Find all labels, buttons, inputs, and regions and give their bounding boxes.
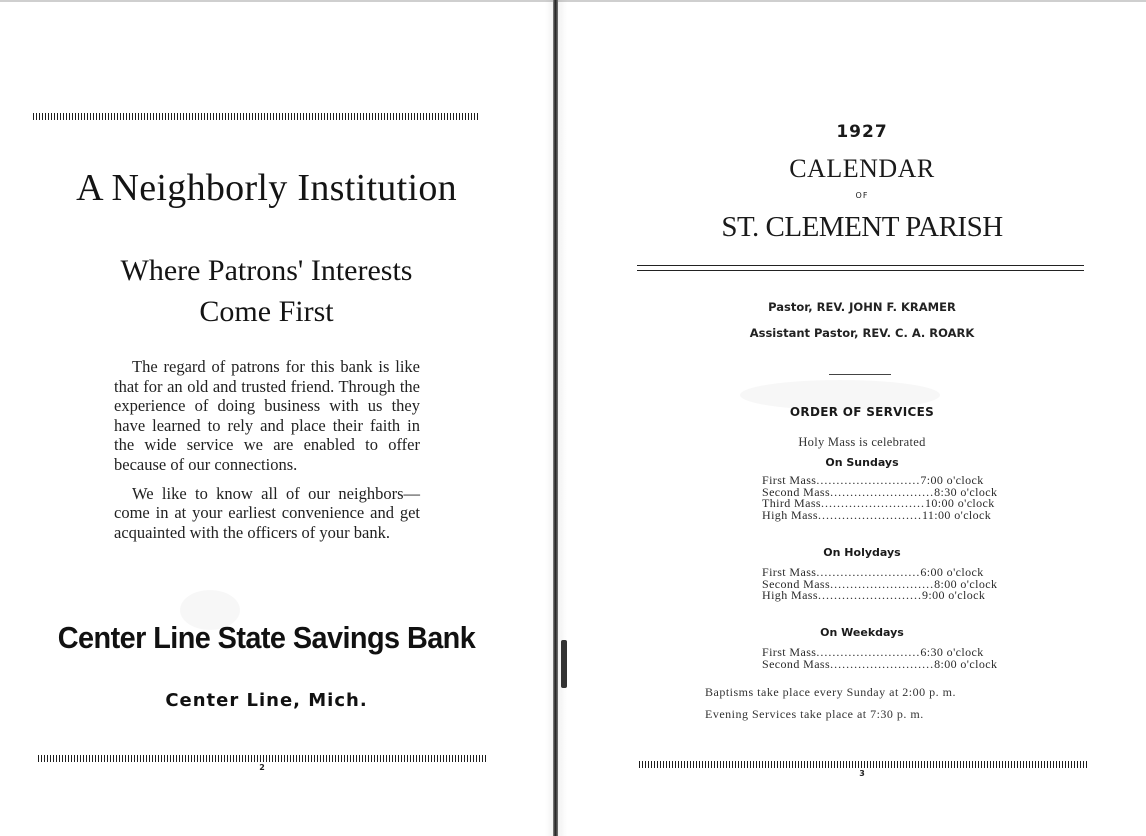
mass-time: 10:00 o'clock	[925, 496, 995, 511]
mass-time: 6:00 o'clock	[920, 565, 984, 579]
calendar-of: OF	[855, 191, 869, 200]
bank-location: Center Line, Mich.	[165, 690, 368, 711]
bank-name: Center Line State Savings Bank	[57, 620, 476, 655]
calendar-year: 1927	[836, 122, 888, 142]
calendar-title: CALENDAR	[789, 154, 935, 183]
ad-title: A Neighborly Institution	[76, 167, 457, 209]
ad-body	[114, 357, 420, 551]
mass-label: Second Mass	[762, 484, 831, 499]
ad-subtitle-line1: Where Patrons' Interests	[120, 254, 413, 287]
ad-paragraph-2: We like to know all of our neighbors—come in at your earliest convenience and get acquainted with the officers of your bank.	[114, 483, 420, 542]
paper-smudge	[740, 380, 940, 410]
leader-dots: ..........................	[817, 588, 922, 603]
leader-dots: ..........................	[830, 656, 935, 671]
ad-paragraph-1: The regard of patrons for this bank is like that for an old and trusted friend. Through the experience of doing business with us they have learned to rely and place their faith in the wide service we are enabled to offer because of our connections.	[114, 357, 420, 474]
leader-dots: ..........................	[816, 565, 921, 579]
assistant-pastor-line: Assistant Pastor, REV. C. A. ROARK	[749, 326, 975, 340]
section-divider	[829, 374, 891, 375]
page-number-right: 3	[859, 769, 865, 778]
order-of-services-heading: ORDER OF SERVICES	[789, 405, 935, 419]
title-double-rule	[637, 265, 1084, 271]
sundays-schedule	[762, 473, 998, 522]
mass-time: 8:00 o'clock	[934, 656, 998, 671]
evening-services-note: Evening Services take place at 7:30 p. m.	[705, 707, 924, 721]
top-ornamental-rule	[33, 113, 478, 120]
holy-mass-intro: Holy Mass is celebrated	[798, 435, 926, 449]
mass-label: First Mass	[762, 473, 817, 487]
mass-label: First Mass	[762, 565, 817, 579]
schedule-row	[762, 588, 986, 603]
holydays-heading: On Holydays	[823, 546, 901, 559]
mass-time: 11:00 o'clock	[921, 507, 992, 522]
weekdays-schedule	[762, 645, 998, 671]
mass-label: Second Mass	[762, 576, 831, 591]
ad-subtitle	[0, 250, 533, 332]
bottom-ornamental-rule	[639, 761, 1087, 768]
left-page	[0, 0, 555, 836]
pastor-line: Pastor, REV. JOHN F. KRAMER	[768, 300, 956, 314]
baptisms-note: Baptisms take place every Sunday at 2:00 p. m.	[705, 685, 956, 699]
page-number-left: 2	[259, 763, 265, 772]
mass-label: High Mass	[762, 507, 818, 522]
leader-dots: ..........................	[817, 507, 922, 522]
sundays-heading: On Sundays	[825, 456, 899, 469]
holydays-schedule	[762, 565, 998, 603]
ad-subtitle-line2: Come First	[199, 295, 334, 328]
mass-label: Third Mass	[762, 496, 821, 511]
leader-dots: ..........................	[830, 576, 935, 591]
mass-time: 8:00 o'clock	[934, 576, 998, 591]
schedule-row	[762, 656, 998, 671]
paper-smudge	[180, 590, 240, 630]
schedule-row	[762, 507, 992, 522]
mass-label: High Mass	[762, 588, 818, 603]
mass-time: 7:00 o'clock	[920, 473, 984, 487]
leader-dots: ..........................	[830, 484, 935, 499]
mass-label: First Mass	[762, 645, 817, 659]
mass-time: 6:30 o'clock	[920, 645, 984, 659]
leader-dots: ..........................	[821, 496, 925, 511]
mass-label: Second Mass	[762, 656, 831, 671]
mass-time: 9:00 o'clock	[921, 588, 986, 603]
mass-time: 8:30 o'clock	[934, 484, 998, 499]
weekdays-heading: On Weekdays	[820, 626, 904, 639]
parish-name: ST. CLEMENT PARISH	[721, 211, 1003, 243]
right-page	[557, 0, 1146, 836]
bottom-ornamental-rule	[38, 755, 487, 762]
leader-dots: ..........................	[816, 645, 921, 659]
leader-dots: ..........................	[816, 473, 921, 487]
